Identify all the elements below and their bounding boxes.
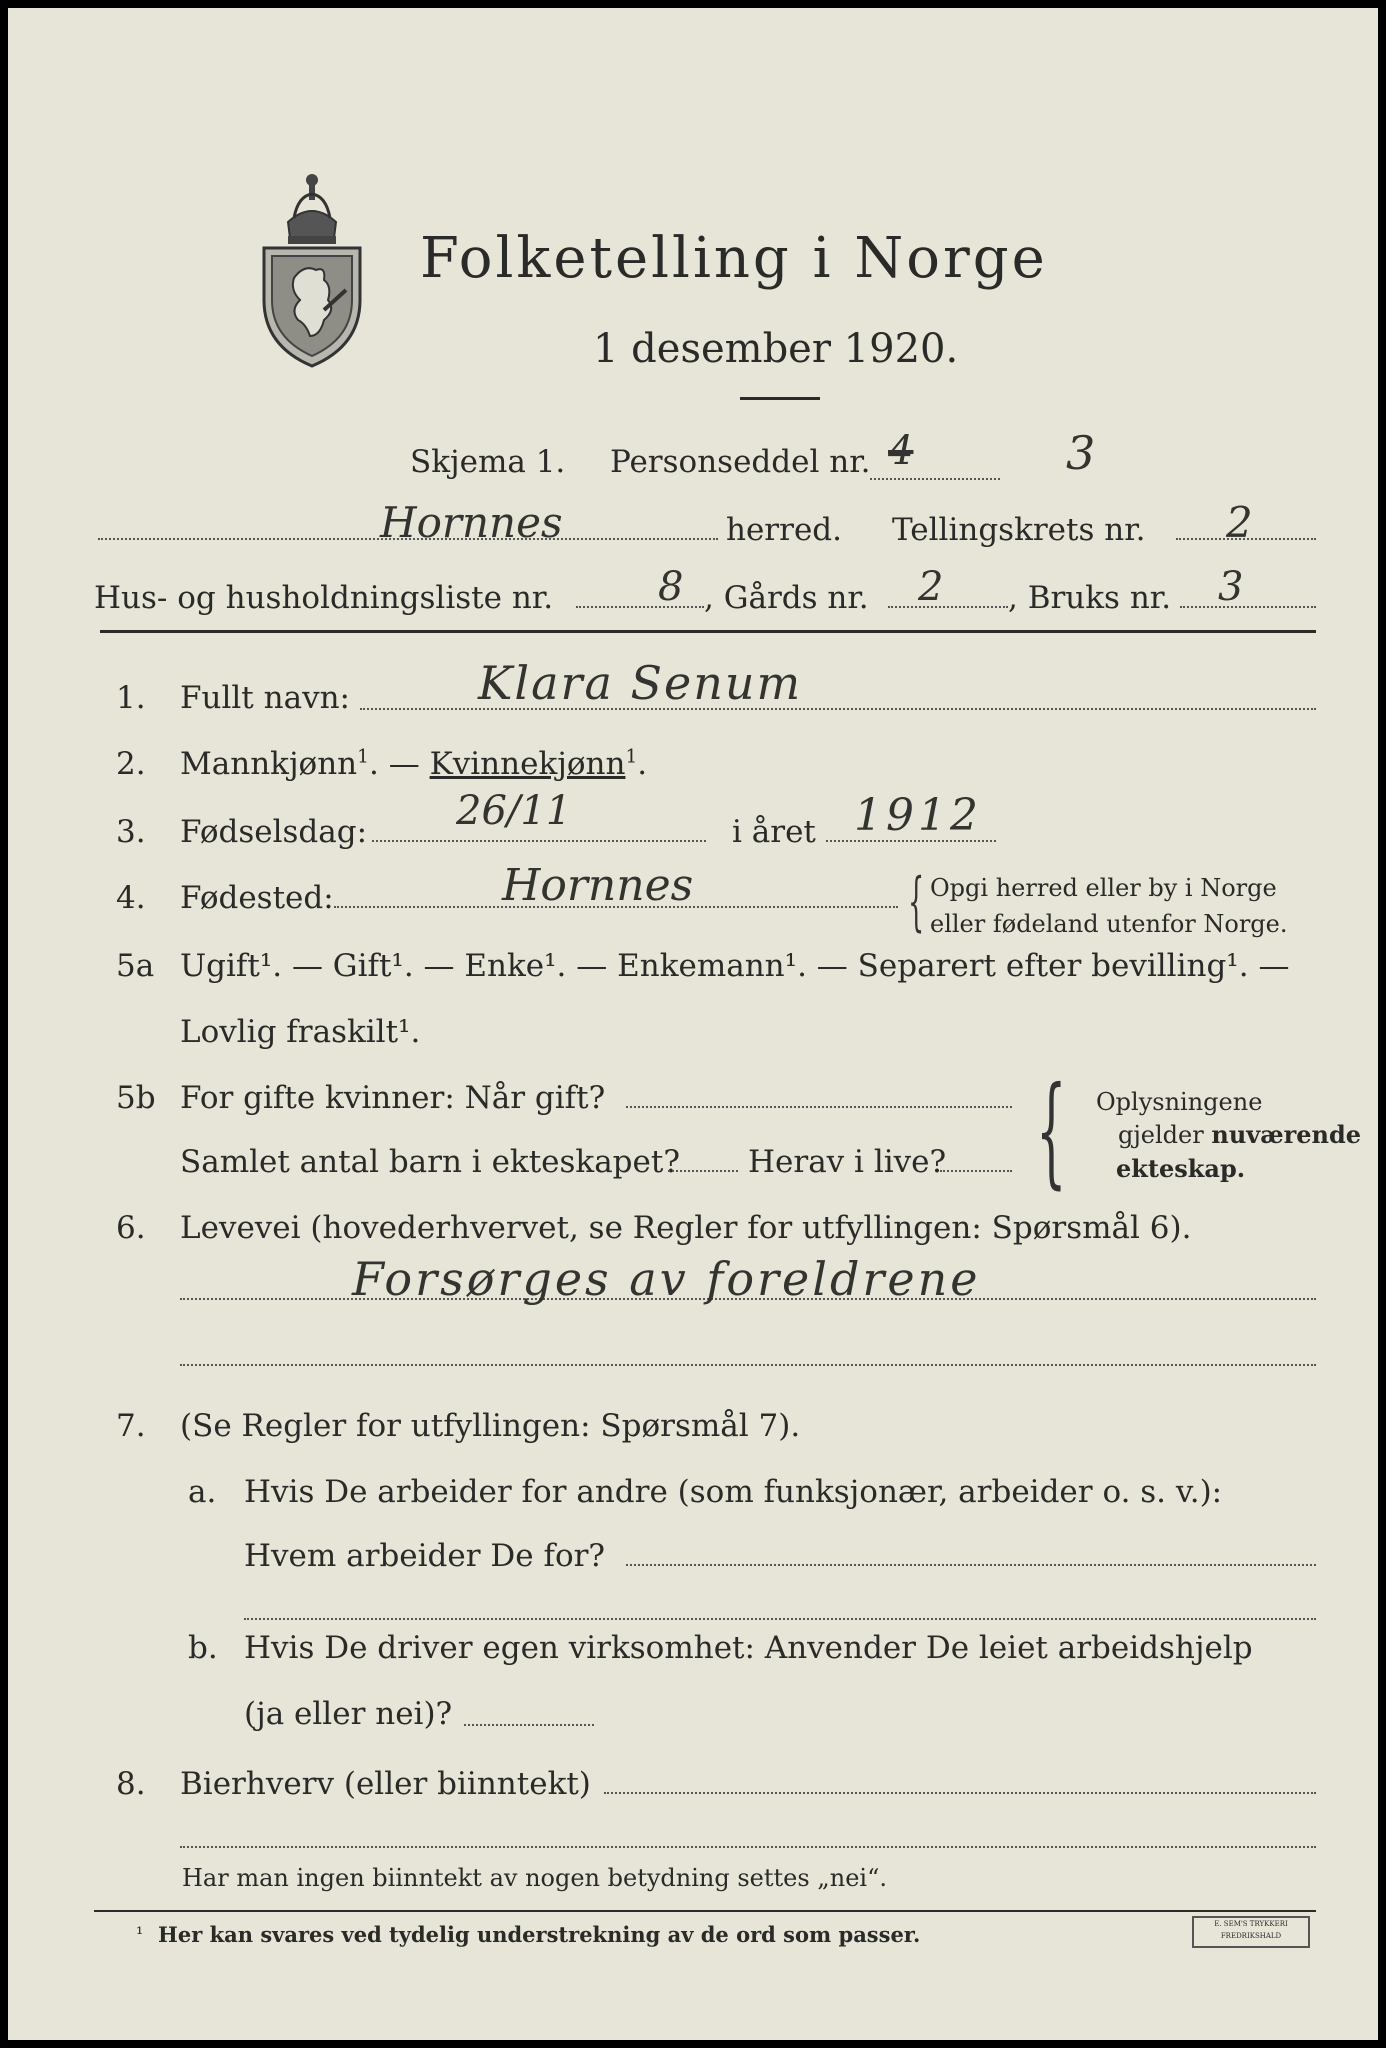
q4-brace: { <box>908 865 925 939</box>
footnote-mark: ¹ <box>136 1924 144 1945</box>
side-income-line <box>604 1792 1316 1794</box>
q7-label: (Se Regler for utfyllingen: Spørsmål 7). <box>180 1408 801 1444</box>
occupation-line-2 <box>180 1364 1316 1366</box>
q5b-label-1: For gifte kvinner: Når gift? <box>180 1080 606 1116</box>
hus-line <box>576 606 704 608</box>
q2-number: 2. <box>116 746 146 782</box>
census-date: 1 desember 1920. <box>593 326 959 372</box>
personseddel-struck: 4 <box>888 428 914 474</box>
side-income-line-2 <box>180 1846 1316 1848</box>
q4-note-2: eller fødeland utenfor Norge. <box>930 910 1288 938</box>
gards-label: , Gårds nr. <box>704 580 869 616</box>
q5b-number: 5b <box>116 1080 156 1116</box>
header-divider <box>100 630 1316 633</box>
municipality-value: Hornnes <box>380 498 563 547</box>
side-income-note: Har man ingen biinntekt av nogen betydning settes „nei“. <box>182 1864 887 1892</box>
full-name-value: Klara Senum <box>478 656 803 710</box>
q7-number: 7. <box>116 1408 146 1444</box>
skjema-label: Skjema 1. <box>410 444 566 480</box>
census-form <box>8 8 1378 2040</box>
marital-status-options: Ugift¹. — Gift¹. — Enke¹. — Enkemann¹. — Separert efter bevilling¹. — <box>180 948 1290 984</box>
coat-of-arms-icon <box>254 160 370 368</box>
hus-label: Hus- og husholdningsliste nr. <box>94 580 554 616</box>
q5a-number: 5a <box>116 948 155 984</box>
q8-label: Bierhverv (eller biinntekt) <box>180 1766 591 1802</box>
gards-value: 2 <box>918 564 944 610</box>
personseddel-line <box>870 478 1000 480</box>
hus-value: 8 <box>658 564 684 610</box>
occupation-value: Forsørges av foreldrene <box>352 1252 981 1306</box>
divorced-option: Lovlig fraskilt¹. <box>180 1014 421 1050</box>
q1-label: Fullt navn: <box>180 680 350 716</box>
q5b-note-2: gjelder nuværende <box>1118 1120 1362 1149</box>
q4-note-1: Opgi herred eller by i Norge <box>930 874 1277 902</box>
male-option: Mannkjønn <box>180 746 358 782</box>
q5b-label-2: Samlet antal barn i ekteskapet? <box>180 1144 680 1180</box>
q2-line: Mannkjønn$^1$. — Kvinnekjønn$^1$. <box>180 746 648 782</box>
tellingskrets-value: 2 <box>1226 498 1253 547</box>
form-title: Folketelling i Norge <box>420 226 1048 291</box>
q7b-label-2: (ja eller nei)? <box>244 1696 453 1732</box>
year-value: 1912 <box>854 790 982 841</box>
q6-label: Levevei (hovederhvervet, se Regler for utfyllingen: Spørsmål 6). <box>180 1210 1192 1246</box>
q7b-number: b. <box>188 1630 218 1666</box>
q5b-brace: { <box>1036 1062 1067 1201</box>
q1-number: 1. <box>116 680 146 716</box>
q4-label: Fødested: <box>180 880 334 916</box>
q7a-label: Hvis De arbeider for andre (som funksjonær, arbeider o. s. v.): <box>244 1474 1223 1510</box>
q4-number: 4. <box>116 880 146 916</box>
birthday-value: 26/11 <box>456 788 572 834</box>
title-divider <box>740 397 820 400</box>
q3-number: 3. <box>116 814 146 850</box>
q7a-label-2: Hvem arbeider De for? <box>244 1538 606 1574</box>
bruks-line <box>1180 606 1316 608</box>
tellingskrets-label: Tellingskrets nr. <box>892 512 1146 548</box>
gards-line <box>888 606 1008 608</box>
q6-number: 6. <box>116 1210 146 1246</box>
birthplace-value: Hornnes <box>502 860 694 911</box>
year-label: i året <box>732 814 816 850</box>
q7b-label: Hvis De driver egen virksomhet: Anvender De leiet arbeidshjelp <box>244 1630 1253 1666</box>
q5b-note-3: ekteskap. <box>1116 1154 1246 1183</box>
footnote-divider <box>94 1910 1316 1912</box>
personseddel-value: 3 <box>1066 426 1096 480</box>
personseddel-label: Personseddel nr. <box>610 444 871 480</box>
employer-line-2 <box>244 1618 1316 1620</box>
printer-stamp: E. SEM'S TRYKKERI FREDRIKSHALD <box>1192 1916 1310 1948</box>
herred-label: herred. <box>726 512 842 548</box>
footnote: Her kan svares ved tydelig understrekning av de ord som passer. <box>158 1922 921 1947</box>
q7a-number: a. <box>188 1474 217 1510</box>
children-total-line <box>668 1170 738 1172</box>
bruks-value: 3 <box>1218 564 1244 610</box>
q3-label: Fødselsdag: <box>180 814 368 850</box>
children-alive-line <box>940 1170 1012 1172</box>
married-when-line <box>626 1106 1012 1108</box>
employer-line <box>626 1564 1316 1566</box>
birthday-line <box>372 840 706 842</box>
q8-number: 8. <box>116 1766 146 1802</box>
q2-separator: . — <box>369 746 420 782</box>
bruks-label: , Bruks nr. <box>1008 580 1172 616</box>
female-option: Kvinnekjønn <box>429 746 626 782</box>
q5b-note-1: Oplysningene <box>1096 1088 1263 1116</box>
q5b-label-3: Herav i live? <box>748 1144 947 1180</box>
hired-help-line <box>464 1724 594 1726</box>
